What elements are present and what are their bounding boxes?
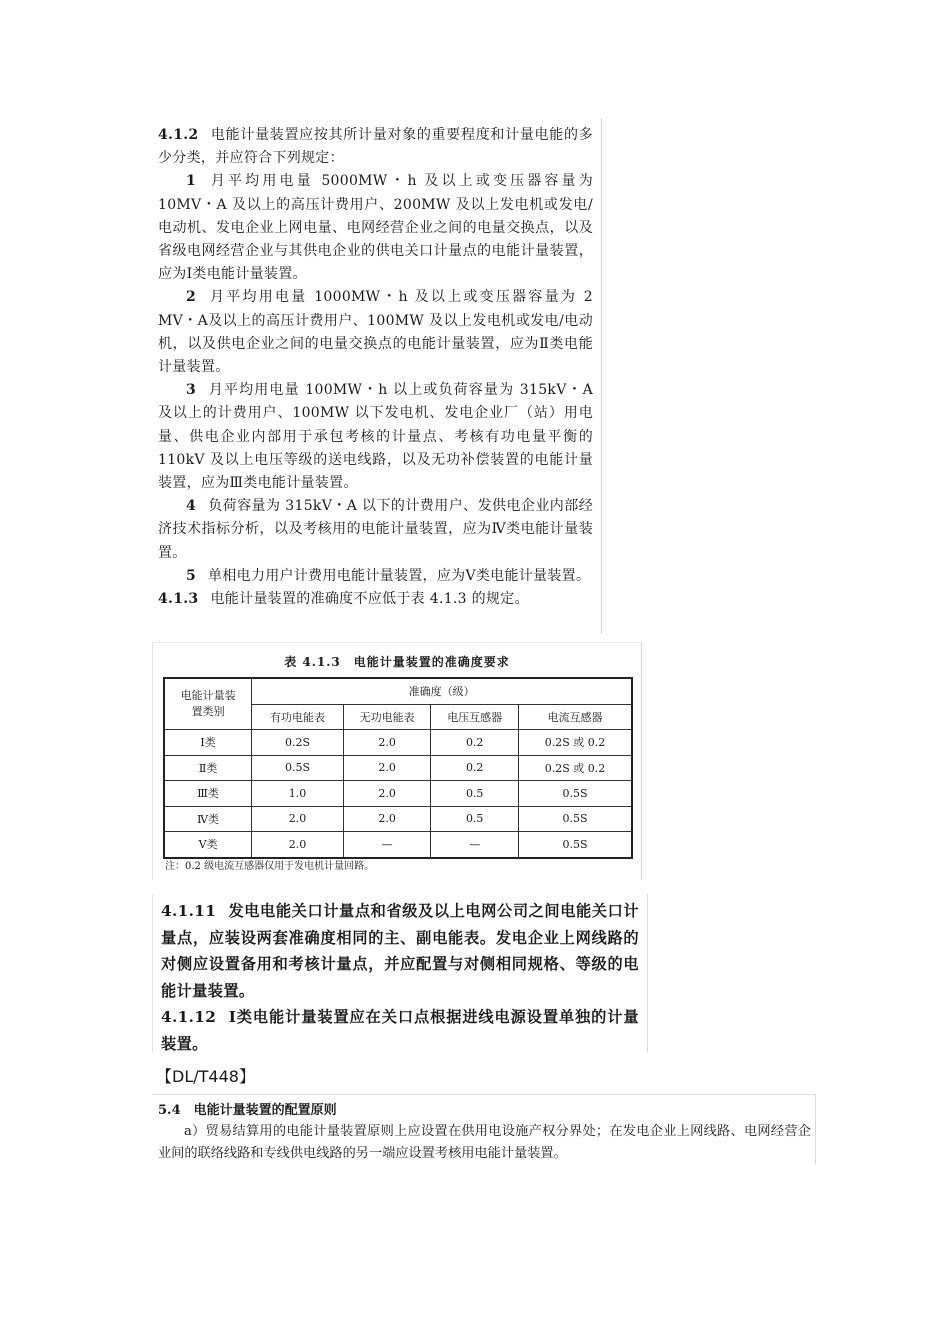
list-item <box>158 170 593 286</box>
accuracy-table-section <box>152 642 642 880</box>
paragraph: a）贸易结算用的电能计量装置原则上应设置在供用电设施产权分界处；在发电企业上网线路、电网经营企业间的联络线路和专线供电线路的另一端应设置考核用电能计量装置。 <box>158 1124 811 1161</box>
clause-text: Ⅰ类电能计量装置应在关口点根据进线电源设置单独的计量装置。 <box>161 1008 639 1053</box>
clause-text: 电能计量装置应按其所计量对象的重要程度和计量电能的多少分类，并应符合下列规定： <box>158 127 593 167</box>
clause-4-1-2 <box>158 124 593 170</box>
table-cell: 2.0 <box>252 832 344 858</box>
table-row <box>164 755 632 781</box>
category-cell: Ⅲ类 <box>164 781 252 807</box>
category-cell: Ⅱ类 <box>164 755 252 781</box>
clause-4-1-12 <box>161 1004 639 1057</box>
table-cell: 2.0 <box>343 730 431 756</box>
table-cell: 2.0 <box>343 755 431 781</box>
table-row <box>164 832 632 858</box>
item-number: 5 <box>186 567 197 584</box>
section-heading: 5.4 电能计量装置的配置原则 <box>158 1103 337 1118</box>
table-cell: 2.0 <box>343 806 431 832</box>
table-cell: 0.2 <box>431 755 519 781</box>
list-item <box>158 286 593 379</box>
table-caption: 表 4.1.3 电能计量装置的准确度要求 <box>284 655 510 669</box>
column-header: 有功电能表 <box>252 704 344 730</box>
clause-number: 4.1.12 <box>161 1008 217 1026</box>
table-row <box>164 781 632 807</box>
column-header: 电压互感器 <box>431 704 519 730</box>
column-header: 无功电能表 <box>343 704 431 730</box>
category-cell: Ⅴ类 <box>164 832 252 858</box>
item-text: 月平均用电量 5000MW・h 及以上或变压器容量为 10MV・A 及以上的高压计费用户、200MW 及以上发电机或发电/电动机、发电企业上网电量、电网经营企业之间的电量交换点，以及省级电网经营企业与其供电企业的供电关口计量点的电能计量装置，应为Ⅰ类电能计量装置。 <box>158 173 593 283</box>
clause-4-1-3 <box>158 588 593 611</box>
item-number: 2 <box>186 289 197 306</box>
table-cell: 0.5S <box>518 832 632 858</box>
table-cell: 0.5S <box>518 806 632 832</box>
table-cell: 0.5 <box>431 806 519 832</box>
category-cell: Ⅰ类 <box>164 730 252 756</box>
table-cell: — <box>343 832 431 858</box>
clause-number: 4.1.2 <box>158 127 199 143</box>
list-item <box>158 495 593 565</box>
table-cell: 0.5 <box>431 781 519 807</box>
item-number: 3 <box>186 382 197 399</box>
clause-section-4-1-11 <box>152 894 648 1052</box>
clause-number: 4.1.3 <box>158 591 199 608</box>
table-cell: 0.2S 或 0.2 <box>518 755 632 781</box>
list-item <box>158 565 593 588</box>
column-header: 电流互感器 <box>518 704 632 730</box>
table-cell: 0.2S 或 0.2 <box>518 730 632 756</box>
clause-text: 电能计量装置的准确度不应低于表 4.1.3 的规定。 <box>210 591 529 608</box>
table-row <box>164 730 632 756</box>
table-cell: — <box>431 832 519 858</box>
table-cell: 0.2 <box>431 730 519 756</box>
table-cell: 0.5S <box>252 755 344 781</box>
item-text: 单相电力用户计费用电能计量装置，应为Ⅴ类电能计量装置。 <box>208 567 591 584</box>
table-cell: 2.0 <box>343 781 431 807</box>
dlt448-excerpt-section <box>152 1094 816 1164</box>
table-cell: 0.2S <box>252 730 344 756</box>
item-number: 1 <box>186 173 197 190</box>
standard-label: 【DL/T448】 <box>156 1067 255 1086</box>
table-cell: 0.5S <box>518 781 632 807</box>
table-cell: 2.0 <box>252 806 344 832</box>
clause-number: 4.1.11 <box>161 902 217 920</box>
table-cell: 1.0 <box>252 781 344 807</box>
item-number: 4 <box>186 498 197 515</box>
item-text: 负荷容量为 315kV・A 以下的计费用户、发供电企业内部经济技术指标分析，以及考核用的电能计量装置，应为Ⅳ类电能计量装置。 <box>158 498 593 561</box>
table-note: 注：0.2 级电流互感器仅用于发电机计量回路。 <box>165 861 375 872</box>
list-item <box>158 379 593 495</box>
accuracy-table <box>163 677 633 859</box>
gb-excerpt-section <box>152 118 602 634</box>
category-cell: Ⅳ类 <box>164 806 252 832</box>
clause-text: 发电电能关口计量点和省级及以上电网公司之间电能关口计量点，应装设两套准确度相同的主、副电能表。发电企业上网线路的对侧应设置备用和考核计量点，并应配置与对侧相同规格、等级的电能计量装置。 <box>161 902 639 1000</box>
table-group-header: 准确度（级） <box>252 678 632 704</box>
table-row <box>164 806 632 832</box>
table-header-row <box>164 678 632 704</box>
item-text: 月平均用电量 1000MW・h 及以上或变压器容量为 2 MV・A及以上的高压计费用户、100MW 及以上发电机或发电/电动机，以及供电企业之间的电量交换点的电能计量装置，应为Ⅱ类电能计量装置。 <box>158 289 593 376</box>
table-corner-header: 电能计量装置类别 <box>164 678 252 730</box>
item-text: 月平均用电量 100MW・h 以上或负荷容量为 315kV・A 及以上的计费用户、100MW 以下发电机、发电企业厂（站）用电量、供电企业内部用于承包考核的计量点、考核有功电量平衡的 110kV 及以上电压等级的送电线路，以及无功补偿装置的电能计量装置，应为Ⅲ类电能计量装置。 <box>158 382 593 492</box>
clause-4-1-11 <box>161 898 639 1004</box>
